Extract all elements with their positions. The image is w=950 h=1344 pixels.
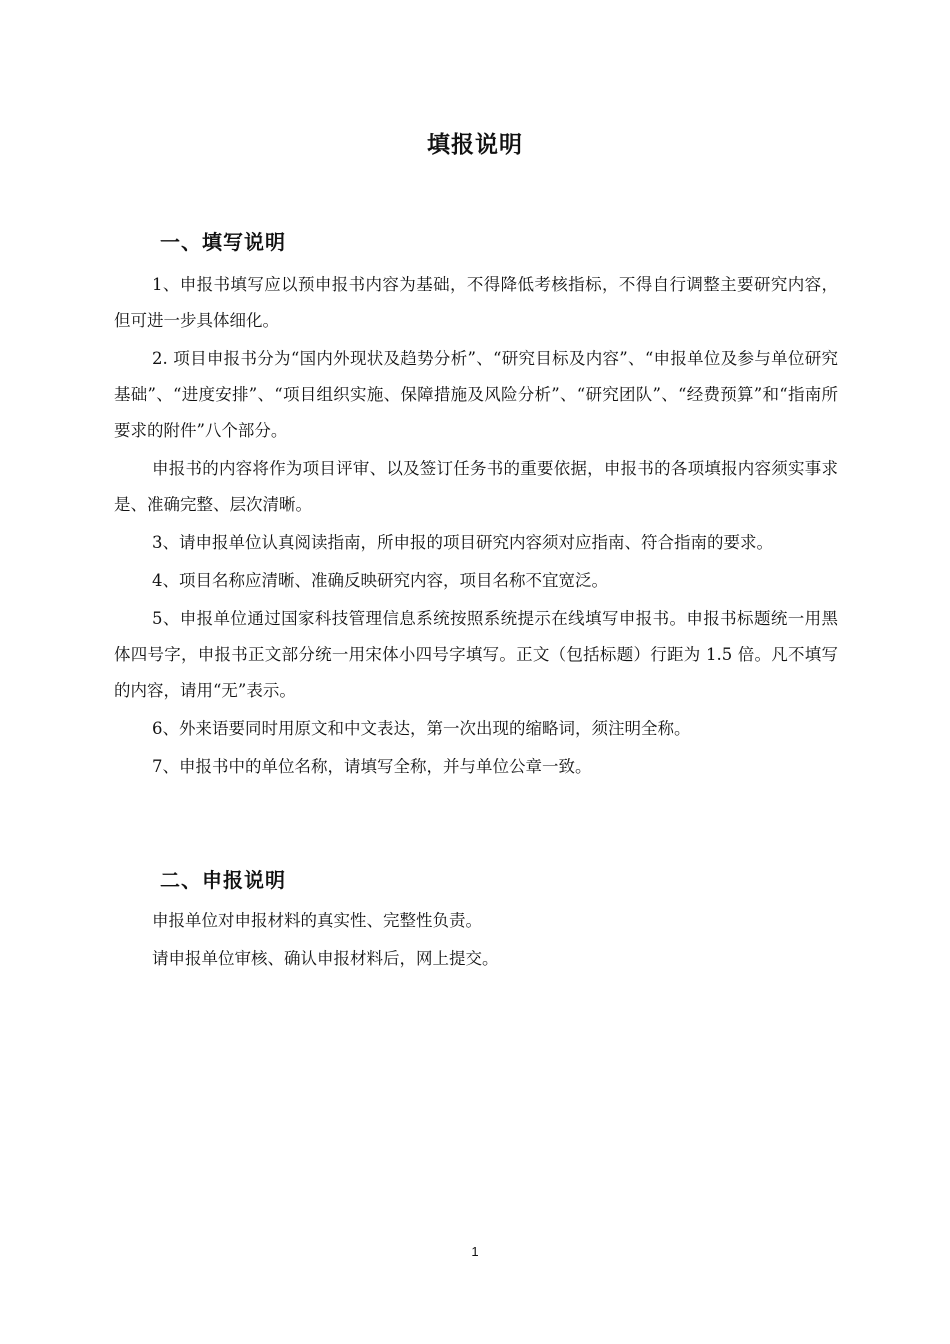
paragraph: 7、申报书中的单位名称，请填写全称，并与单位公章一致。 (152, 757, 592, 776)
section-heading-application-instructions: 二、申报说明 (160, 868, 286, 892)
section-heading-fill-instructions: 一、填写说明 (160, 230, 286, 254)
section-body-application-instructions (114, 903, 838, 979)
paragraph: 1、申报书填写应以预申报书内容为基础，不得降低考核指标，不得自行调整主要研究内容，但可进一步具体细化。 (114, 275, 838, 330)
paragraph: 申报单位对申报材料的真实性、完整性负责。 (152, 911, 482, 930)
paragraph: 4、项目名称应清晰、准确反映研究内容，项目名称不宜宽泛。 (152, 571, 608, 590)
page-title: 填报说明 (427, 132, 523, 158)
paragraph: 2. 项目申报书分为“国内外现状及趋势分析”、“研究目标及内容”、“申报单位及参与单位研究基础”、“进度安排”、“项目组织实施、保障措施及风险分析”、“研究团队”、“经费预算”和“指南所要求的附件”八个部分。 (114, 349, 838, 440)
page-number: 1 (471, 1244, 479, 1259)
paragraph: 3、请申报单位认真阅读指南，所申报的项目研究内容须对应指南、符合指南的要求。 (152, 533, 773, 552)
paragraph: 5、申报单位通过国家科技管理信息系统按照系统提示在线填写申报书。申报书标题统一用黑体四号字，申报书正文部分统一用宋体小四号字填写。正文（包括标题）行距为 1.5 倍。凡不填写的内容，请用“无”表示。 (114, 609, 838, 700)
paragraph: 请申报单位审核、确认申报材料后，网上提交。 (152, 949, 499, 968)
section-body-fill-instructions (114, 267, 838, 787)
paragraph: 6、外来语要同时用原文和中文表达，第一次出现的缩略词，须注明全称。 (152, 719, 691, 738)
paragraph: 申报书的内容将作为项目评审、以及签订任务书的重要依据，申报书的各项填报内容须实事求是、准确完整、层次清晰。 (114, 459, 838, 514)
